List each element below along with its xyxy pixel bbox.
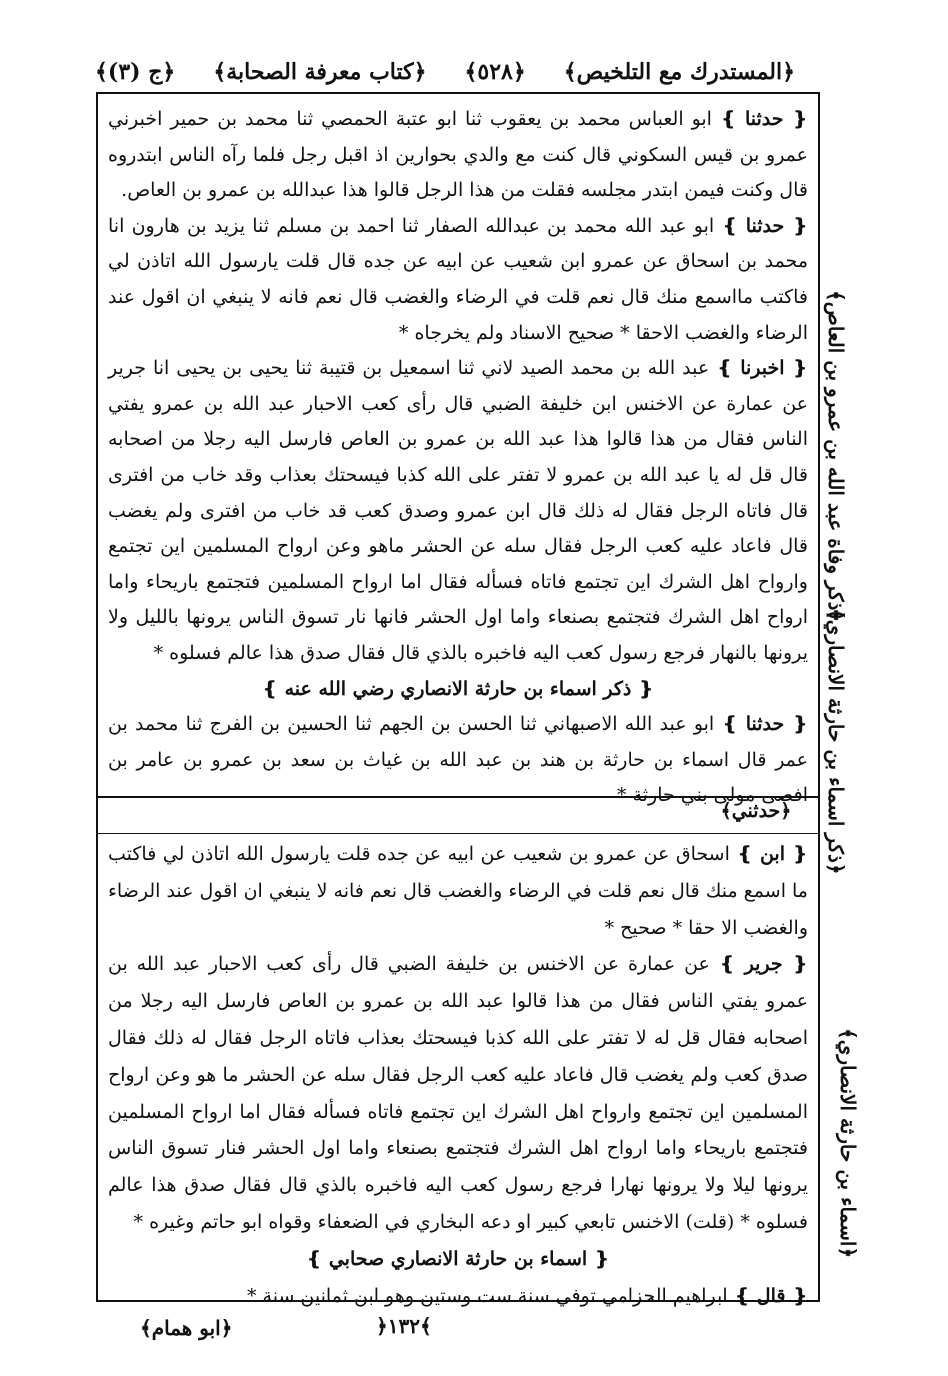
paragraph-lead: ❴ قال ❵ <box>728 1285 808 1307</box>
paragraph <box>108 707 808 814</box>
paragraph-lead: ❴ جرير ❵ <box>710 953 808 975</box>
main-text <box>108 102 808 814</box>
paragraph <box>108 836 808 946</box>
header-title: ﴿المستدرك مع التلخيص﴾ <box>563 59 795 85</box>
paragraph-text: اسحاق عن عمرو بن شعيب عن ابيه عن جده قلت يارسول الله اتاذن لي فاكتب ما اسمع منك قال نعم قلت في الرضاء والغضب قال نعم فانه لا ينبغي ان اقول عند الرضاء والغضب الا حقا * صحيح * <box>108 843 808 939</box>
paragraph <box>108 1278 808 1315</box>
paragraph-text: ابو عبد الله محمد بن عبدالله الصفار ثنا احمد بن مسلم ثنا يزيد بن هارون انا محمد بن اسحاق عن عمرو ابن شعيب عن ابيه عن جده قال قلت يارسول الله اتاذن لي فاكتب مااسمع منك قال نعم قلت في الرضاء والغضب قال نعم فانه لا ينبغي ان اقول عند الرضاء والغضب الاحقا * صحيح الاسناد ولم يخرجاه * <box>108 214 808 344</box>
paragraph-lead: ❴ حدثنا ❵ <box>714 215 808 237</box>
paragraph-lead: ❴ حدثنا ❵ <box>712 108 808 130</box>
section-heading: ❴ ذكر اسماء بن حارثة الانصاري رضي الله عنه ❵ <box>108 672 808 708</box>
commentary-text <box>108 836 808 1314</box>
paragraph-text: عن عمارة عن الاخنس بن خليفة الضبي قال رأى كعب الاحبار عبد الله بن عمرو يفتي الناس فقال من هذا قالوا عبد الله بن عمرو بن العاص فارسل اليه رجلا من اصحابه فقال قل له لا تفتر على الله كذبا فيسحتك بعذاب فاتاه الرجل فقال له ذلك فقال صدق كعب ولم يغضب قال فاعاد عليه كعب الرجل فقال سله عن الحشر ما هو وعن ارواح المسلمين اين تجتمع وارواح اهل الشرك اين تجتمع فاتاه فسأله فقال اما ارواح المسلمين فتجتمع باريحاء واما ارواح اهل الشرك فتجتمع بصنعاء واما اول الحشر فنار تسوق الناس يرونها ليلا ولا يرونها نهارا فرجع رسول كعب اليه فاخبره بالذي قال فقال صدق هذا عالم فسلوه * (قلت) الاخنس تابعي كبير او دعه البخاري في الضعفاء وقواه ابو حاتم وغيره * <box>108 953 808 1233</box>
paragraph-lead: ❴ ابن ❵ <box>730 843 808 865</box>
paragraph-text: ابو عبد الله الاصبهاني ثنا الحسن بن الجهم ثنا الحسين بن الفرج ثنا محمد بن عمر قال اسماء بن حارثة بن هند بن عبد الله بن غياث بن سعد بن عمرو بن عامر بن افصى مولى بني حارثة * <box>108 713 808 807</box>
paragraph-text: عبد الله بن محمد الصيد لاني ثنا اسمعيل بن قتيبة ثنا يحيى بن يحيى انا جرير عن عمارة عن الاخنس ابن خليفة الضبي قال رأى كعب الاحبار عبد الله بن عمرو يفتي الناس فقال من هذا قالوا هذا عبد الله بن عمرو بن العاص فارسل اليه رجلا من اصحابه قال قل له يا عبد الله بن عمرو لا تفتر على الله كذبا فيسحتك بعذاب وقد خاب من افترى قال فاتاه الرجل فقال له ذلك قال ابن عمرو وصدق كعب قد خاب من افترى ولم يغضب قال فاعاد عليه كعب الرجل فقال سله عن الحشر ماهو وعن ارواح المسلمين اين تجتمع وارواح اهل الشرك اين تجتمع فاتاه فسأله فقال اما ارواح المسلمين فتجتمع باريحاء واما ارواح اهل الشرك فتجتمع بصنعاء واما اول الحشر فانها نار تسوق الناس يرونها بالليل ولا يرونها بالنهار فرجع رسول كعب اليه فاخبره بالذي قال فقال صدق هذا عالم فسلوه * <box>108 357 809 664</box>
section-heading: ❴ اسماء بن حارثة الانصاري صحابي ❵ <box>108 1241 808 1278</box>
margin-note: ﴿ذكر وفاة عبد الله بن عمرو بن العاص﴾ <box>824 290 848 623</box>
footer-signature: ﴿ابو همام﴾ <box>140 1316 233 1340</box>
paragraph-lead: ❴ اخبرنا ❵ <box>709 357 808 379</box>
header-page-number: ﴿٥٢٨﴾ <box>464 59 526 85</box>
paragraph <box>108 351 808 671</box>
paragraph <box>108 209 808 351</box>
notes-divider-lower <box>96 833 820 834</box>
header-book-title: ﴿كتاب معرفة الصحابة﴾ <box>213 59 427 85</box>
footer-page-number: ﴿١٣٢﴾ <box>376 1314 432 1338</box>
paragraph-text: ابو العباس محمد بن يعقوب ثنا ابو عتبة الحمصي ثنا محمد بن حمير اخبرني عمرو بن قيس السكوني قال كنت مع والدي بحوارين اذ اقبل رجل فلما رآه الناس ابتدروه قال وكنت فيمن ابتدر مجلسه فقلت من هذا الرجل قالوا هذا عبدالله بن عمرو بن العاص. <box>108 108 808 202</box>
margin-note: ﴿اسماء بن حارثة الانصاري﴾ <box>836 1028 860 1259</box>
notes-title: ﴿حدثني﴾ <box>720 800 792 822</box>
running-header <box>95 52 795 92</box>
paragraph <box>108 946 808 1240</box>
margin-note: ﴿ذكر اسماء بن حارثة الانصاري﴾ <box>824 608 848 875</box>
header-volume: ﴿ج (٣)﴾ <box>95 59 176 85</box>
paragraph-text: ابراهيم الحزامي توفي سنة ست وستين وهو ابن ثمانين سنة * <box>246 1284 728 1307</box>
paragraph <box>108 102 808 209</box>
paragraph-lead: ❴ حدثنا ❵ <box>714 713 808 735</box>
